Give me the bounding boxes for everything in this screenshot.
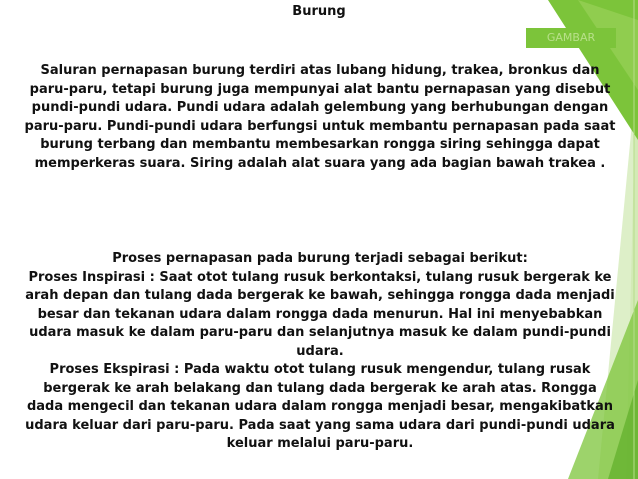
text-line: paru-paru, tetapi burung juga mempunyai alat bantu pernapasan yang disebut (29, 81, 611, 97)
paragraph-respiratory-system (4, 62, 636, 173)
text-line: memperkeras suara. Siring adalah alat suara yang ada bagian bawah trakea . (34, 155, 606, 171)
text-line: burung terbang dan membantu membesarkan rongga siring sehingga dapat (40, 137, 600, 152)
text-line: udara keluar dari paru-paru. Pada saat yang sama udara dari pundi-pundi udara (25, 417, 615, 433)
text-line: paru-paru. Pundi-pundi udara berfungsi untuk membantu pernapasan pada saat (24, 118, 616, 134)
text-line: besar dan tekanan udara dalam rongga dada menurun. Hal ini menyebabkan (37, 306, 603, 322)
text-line: Proses Ekspirasi : Pada waktu otot tulang rusuk mengendur, tulang rusak (49, 362, 591, 377)
text-line: bergerak ke arah belakang dan tulang dada bergerak ke arah atas. Rongga (43, 380, 597, 396)
image-placeholder: GAMBAR (526, 28, 616, 48)
page-title: Burung (292, 4, 346, 19)
text-line: udara masuk ke dalam paru-paru dan selanjutnya masuk ke dalam pundi-pundi (29, 325, 611, 340)
text-line: Proses Inspirasi : Saat otot tulang rusuk berkontaksi, tulang rusuk bergerak ke (28, 269, 612, 285)
text-line: Proses pernapasan pada burung terjadi sebagai berikut: (112, 251, 528, 266)
text-line: dada mengecil dan tekanan udara dalam rongga menjadi besar, mengakibatkan (26, 399, 614, 414)
text-line: arah depan dan tulang dada bergerak ke bawah, sehingga rongga dada menjadi (25, 288, 615, 303)
text-line: udara. (296, 343, 344, 359)
text-line: keluar melalui paru-paru. (226, 436, 414, 451)
text-line: pundi-pundi udara. Pundi udara adalah gelembung yang berhubungan dengan (31, 100, 609, 115)
text-line: Saluran pernapasan burung terdiri atas lubang hidung, trakea, bronkus dan (40, 63, 600, 78)
paragraph-breathing-process (4, 250, 636, 454)
